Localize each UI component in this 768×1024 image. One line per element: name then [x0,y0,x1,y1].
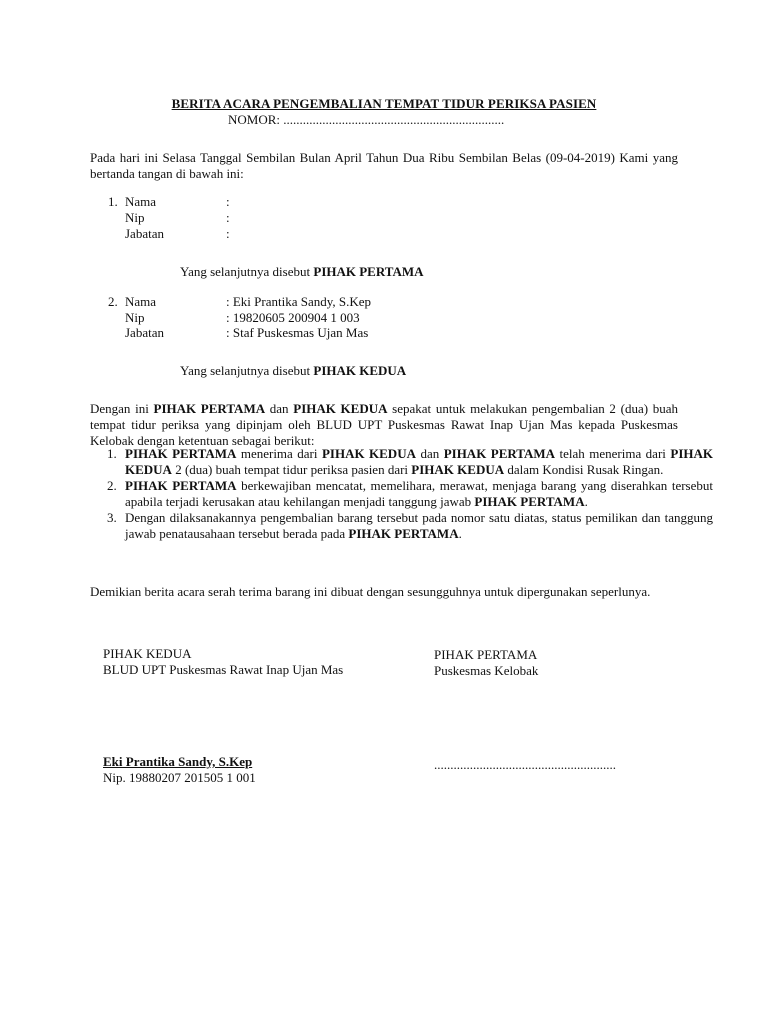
party2-jabatan-value: : Staf Puskesmas Ujan Mas [226,325,369,340]
signature-right-name-placeholder: ........................................................ [434,757,616,772]
party2-nip-value: : 19820605 200904 1 003 [226,310,360,325]
term-3-text-2: . [458,526,462,541]
term-1-text-2: dan [415,446,444,461]
party2-jabatan-row [125,325,368,341]
party1-jabatan-label: Jabatan [125,226,164,241]
signature-right-role: PIHAK PERTAMA [434,647,538,662]
party1-nama-value: : [226,194,230,209]
party2-number: 2. [108,294,118,309]
term-1-bold-5: PIHAK KEDUA [411,462,505,477]
agreement-text-3: sepakat untuk melakukan pengembalian 2 (dua) buah tempat tidur periksa yang dipinjam oleh BLUD UPT Puskesmas Rawat Inap Ujan Mas kepada Puskesmas Kelobak dengan ketentuan sebagai berikut: [90,401,678,448]
party2-designation-prefix: Yang selanjutnya disebut [180,363,314,378]
term-1-text-5: dalam Kondisi Rusak Ringan. [504,462,664,477]
term-2-text-2: . [584,494,588,509]
party2-nip-row [125,310,360,326]
term-2-bold-1: PIHAK PERTAMA [125,478,237,493]
term-1-bold-4: PIHAK KEDUA [125,446,713,477]
party2-nip-label: Nip [125,310,145,325]
term-1-text-3: telah menerima dari [555,446,671,461]
party1-number: 1. [108,194,118,209]
term-3-bold-1: PIHAK PERTAMA [348,526,459,541]
document-title: BERITA ACARA PENGEMBALIAN TEMPAT TIDUR PERIKSA PASIEN [171,96,597,111]
party1-nip-value: : [226,210,230,225]
party2-nama-label: Nama [125,294,157,309]
term-item-3 [107,510,713,542]
term-1-bold-2: PIHAK KEDUA [321,446,416,461]
term-2-number: 2. [107,478,117,493]
agreement-text-1: Dengan ini [90,401,154,416]
party1-nip-label: Nip [125,210,145,225]
agreement-paragraph [90,401,678,449]
party1-jabatan-value: : [226,226,230,241]
term-1-bold-1: PIHAK PERTAMA [125,446,237,461]
closing-paragraph: Demikian berita acara serah terima barang ini dibuat dengan sesungguhnya untuk dipergunakan seperlunya. [90,584,651,599]
party2-jabatan-label: Jabatan [125,325,164,340]
term-2-bold-2: PIHAK PERTAMA [474,494,585,509]
agreement-bold-2: PIHAK KEDUA [293,401,388,416]
party1-designation-term: PIHAK PERTAMA [313,264,424,279]
signature-left-role: PIHAK KEDUA [103,646,192,661]
terms-list [90,446,713,542]
party1-nip-row [125,210,230,226]
party1-designation [180,264,424,280]
term-3-text-1: Dengan dilaksanakannya pengembalian barang tersebut pada nomor satu diatas, status pemilikan dan tanggung jawab penatausahaan tersebut berada pada [125,510,713,541]
term-3-number: 3. [107,510,117,525]
party2-nama-row [125,294,371,310]
party1-jabatan-row [125,226,230,242]
signature-left-name: Eki Prantika Sandy, S.Kep [103,754,253,769]
party1-designation-prefix: Yang selanjutnya disebut [180,264,314,279]
party1-nama-label: Nama [125,194,157,209]
document-number: NOMOR: .................................................................... [228,112,505,127]
party2-designation-term: PIHAK KEDUA [313,363,407,378]
signature-left-org: BLUD UPT Puskesmas Rawat Inap Ujan Mas [103,662,344,677]
party2-nama-value: : Eki Prantika Sandy, S.Kep [226,294,372,309]
signature-left-nip: Nip. 19880207 201505 1 001 [103,770,256,785]
term-2-text-1: berkewajiban mencatat, memelihara, merawat, menjaga barang yang diserahkan tersebut apabila terjadi kerusakan atau kehilangan menjadi tanggung jawab [125,478,713,509]
term-1-number: 1. [107,446,117,461]
intro-paragraph: Pada hari ini Selasa Tanggal Sembilan Bulan April Tahun Dua Ribu Sembilan Belas (09-04-2019) Kami yang bertanda tangan di bawah ini: [90,150,678,181]
agreement-text-2: dan [265,401,294,416]
agreement-bold-1: PIHAK PERTAMA [153,401,266,416]
term-item-2 [107,478,713,510]
signature-right-org: Puskesmas Kelobak [434,663,539,678]
term-1-text-4: 2 (dua) buah tempat tidur periksa pasien dari [171,462,412,477]
term-1-text-1: menerima dari [236,446,322,461]
term-1-bold-3: PIHAK PERTAMA [443,446,556,461]
party2-designation [180,363,406,379]
party1-nama-row [125,194,230,210]
term-item-1 [107,446,713,478]
